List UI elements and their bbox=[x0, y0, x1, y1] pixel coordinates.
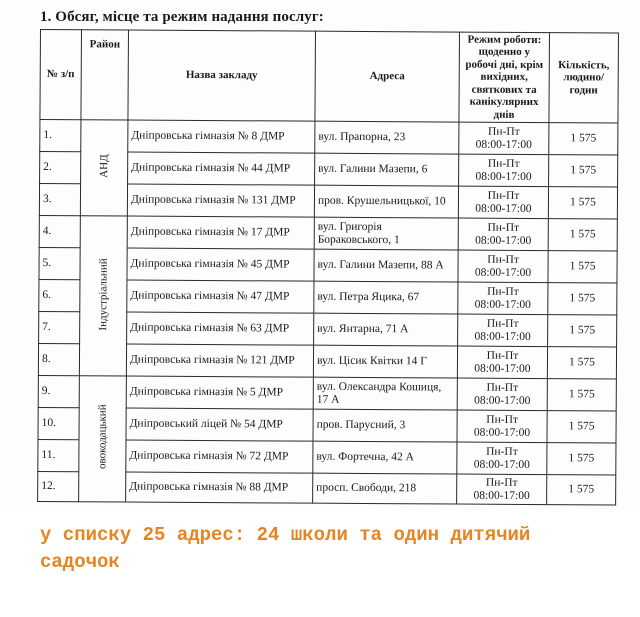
district-cell bbox=[79, 376, 127, 502]
row-number: 1. bbox=[40, 120, 81, 152]
hours-quantity: 1 575 bbox=[547, 443, 616, 475]
row-number: 6. bbox=[39, 279, 80, 311]
hours-quantity: 1 575 bbox=[549, 123, 618, 155]
row-number: 5. bbox=[39, 247, 80, 279]
district-cell bbox=[80, 120, 128, 216]
hours-quantity: 1 575 bbox=[548, 187, 617, 219]
section-heading: 1. Обсяг, місце та режим надання послуг: bbox=[40, 9, 324, 25]
working-hours bbox=[458, 218, 548, 251]
hours-time: 08:00-17:00 bbox=[474, 394, 531, 407]
working-hours bbox=[457, 410, 547, 443]
hours-quantity: 1 575 bbox=[548, 315, 617, 347]
hours-time: 08:00-17:00 bbox=[475, 202, 532, 215]
hours-quantity: 1 575 bbox=[548, 283, 617, 315]
school-address: просп. Свободи, 218 bbox=[313, 473, 457, 504]
school-address: вул. Петра Яцика, 67 bbox=[314, 281, 458, 314]
hours-time: 08:00-17:00 bbox=[473, 489, 530, 502]
row-number: 9. bbox=[38, 375, 79, 407]
working-hours bbox=[457, 442, 547, 475]
hours-quantity: 1 575 bbox=[548, 251, 617, 283]
col-header-hours: Режим роботи: щоденно у робочі дні, крім вихідних, святкових та канікулярних днів bbox=[459, 32, 550, 123]
hours-days: Пн-Пт bbox=[487, 189, 520, 202]
school-address: вул. Цісик Квітки 14 Г bbox=[313, 345, 457, 378]
col-header-qty: Кількість, людино/ годин bbox=[549, 33, 619, 123]
hours-days: Пн-Пт bbox=[487, 253, 519, 266]
school-address: вул. Галини Мазепи, 6 bbox=[315, 153, 459, 186]
district-label: АНД bbox=[97, 154, 110, 178]
school-name: Дніпровська гімназія № 45 ДМР bbox=[127, 248, 314, 281]
table-row bbox=[38, 375, 616, 411]
hours-quantity: 1 575 bbox=[547, 347, 616, 379]
hours-quantity: 1 575 bbox=[548, 219, 617, 251]
school-name: Дніпровська гімназія № 5 ДМР bbox=[126, 376, 313, 409]
school-name: Дніпровська гімназія № 44 ДМР bbox=[128, 152, 315, 185]
hours-time: 08:00-17:00 bbox=[474, 266, 532, 279]
school-name: Дніпровська гімназія № 63 ДМР bbox=[127, 312, 314, 345]
school-address: пров. Парусний, 3 bbox=[313, 409, 457, 442]
school-address: вул. Олександра Кошиця, 17 А bbox=[313, 377, 457, 410]
overlay-caption: у списку 25 адрес: 24 школи та один дитячий садочок bbox=[40, 524, 542, 573]
hours-days: Пн-Пт bbox=[486, 349, 519, 362]
hours-days: Пн-Пт bbox=[486, 413, 518, 426]
hours-time: 08:00-17:00 bbox=[474, 362, 531, 375]
working-hours bbox=[458, 282, 548, 315]
hours-time: 08:00-17:00 bbox=[475, 170, 532, 183]
district-label: овокодацький bbox=[96, 404, 109, 470]
hours-time: 08:00-17:00 bbox=[475, 234, 532, 247]
working-hours bbox=[457, 378, 547, 411]
district-label: Індустріальний bbox=[96, 258, 110, 331]
table-row bbox=[39, 215, 617, 251]
school-name: Дніпровська гімназія № 8 ДМР bbox=[128, 120, 315, 153]
table-header-row bbox=[40, 30, 619, 124]
hours-time: 08:00-17:00 bbox=[474, 330, 531, 343]
col-header-num: № з/п bbox=[40, 30, 82, 120]
row-number: 10. bbox=[38, 407, 79, 439]
row-number: 12. bbox=[38, 471, 79, 501]
hours-time: 08:00-17:00 bbox=[473, 458, 530, 471]
hours-days: Пн-Пт bbox=[488, 125, 520, 138]
school-address: вул. Григорія Бораковського, 1 bbox=[314, 217, 458, 250]
working-hours bbox=[457, 346, 547, 379]
school-name: Дніпровська гімназія № 131 ДМР bbox=[127, 184, 314, 217]
col-header-name: Назва закладу bbox=[128, 30, 316, 121]
hours-days: Пн-Пт bbox=[486, 381, 519, 394]
school-name: Дніпровська гімназія № 47 ДМР bbox=[127, 280, 314, 313]
working-hours bbox=[459, 154, 549, 187]
hours-time: 08:00-17:00 bbox=[473, 426, 531, 439]
row-number: 8. bbox=[38, 343, 79, 375]
working-hours bbox=[458, 314, 548, 347]
row-number: 3. bbox=[39, 184, 80, 216]
col-header-address: Адреса bbox=[315, 31, 460, 122]
hours-days: Пн-Пт bbox=[487, 285, 519, 298]
school-name: Дніпровська гімназія № 72 ДМР bbox=[126, 440, 313, 473]
school-address: вул. Фортечна, 42 А bbox=[313, 441, 457, 474]
school-address: вул. Янтарна, 71 А bbox=[314, 313, 458, 346]
school-address: вул. Галини Мазепи, 88 А bbox=[314, 249, 458, 282]
school-address: пров. Крушельницької, 10 bbox=[314, 185, 458, 218]
school-name: Дніпровська гімназія № 17 ДМР bbox=[127, 216, 314, 249]
hours-days: Пн-Пт bbox=[487, 221, 520, 234]
hours-quantity: 1 575 bbox=[549, 155, 618, 187]
hours-quantity: 1 575 bbox=[547, 475, 616, 505]
working-hours bbox=[457, 474, 547, 505]
hours-time: 08:00-17:00 bbox=[475, 138, 532, 151]
hours-quantity: 1 575 bbox=[547, 411, 616, 443]
row-number: 4. bbox=[39, 215, 80, 247]
hours-quantity: 1 575 bbox=[547, 379, 616, 411]
hours-days: Пн-Пт bbox=[486, 445, 518, 458]
hours-time: 08:00-17:00 bbox=[474, 298, 531, 311]
working-hours bbox=[458, 250, 548, 283]
col-header-district: Район bbox=[81, 30, 129, 120]
working-hours bbox=[459, 122, 549, 155]
district-cell bbox=[79, 216, 127, 376]
school-name: Дніпровська гімназія № 88 ДМР bbox=[126, 472, 313, 503]
school-name: Дніпровський ліцей № 54 ДМР bbox=[126, 408, 313, 441]
working-hours bbox=[458, 186, 548, 219]
school-name: Дніпровська гімназія № 121 ДМР bbox=[126, 344, 313, 377]
row-number: 2. bbox=[40, 152, 81, 184]
row-number: 11. bbox=[38, 439, 79, 471]
row-number: 7. bbox=[39, 311, 80, 343]
services-table bbox=[37, 29, 619, 506]
table-row bbox=[40, 120, 618, 156]
hours-days: Пн-Пт bbox=[486, 317, 519, 330]
school-address: вул. Прапорна, 23 bbox=[315, 121, 459, 154]
hours-days: Пн-Пт bbox=[487, 157, 520, 170]
hours-days: Пн-Пт bbox=[485, 476, 518, 489]
